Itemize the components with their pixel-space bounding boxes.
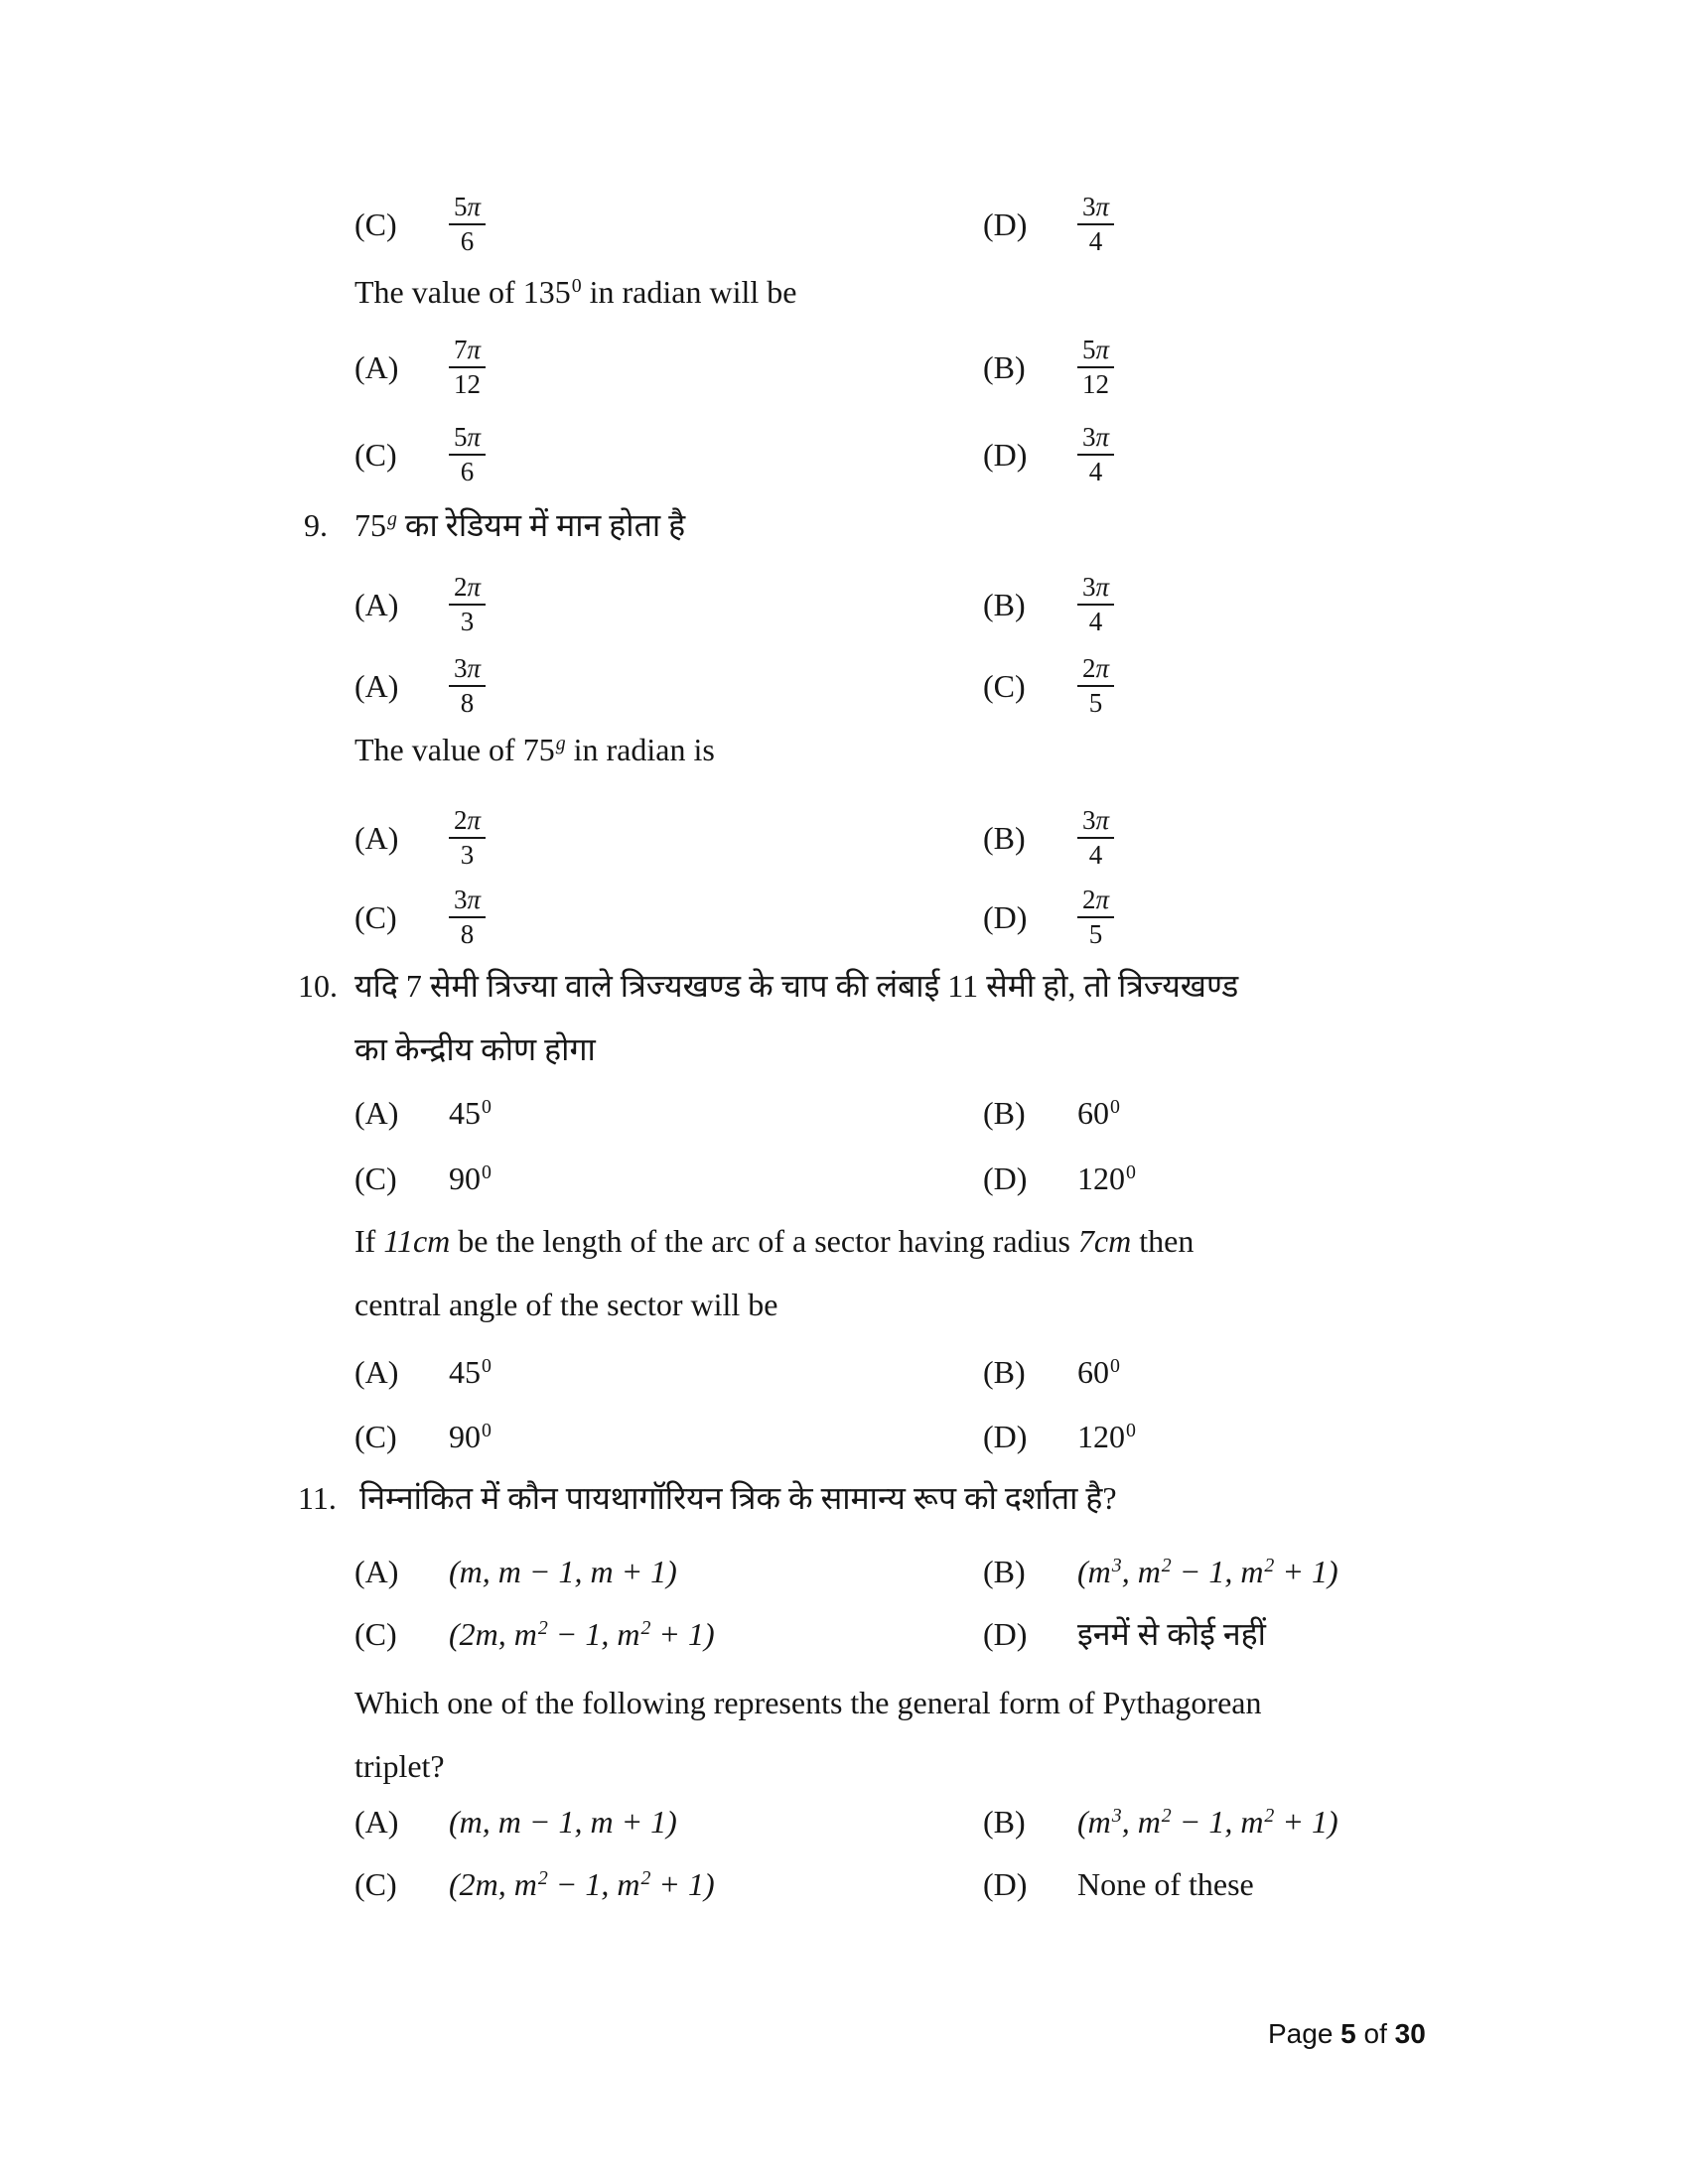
option-cell bbox=[983, 1553, 1338, 1590]
fraction bbox=[449, 885, 486, 950]
question-text-english: triplet? bbox=[354, 1748, 445, 1784]
option-label: (B) bbox=[983, 587, 1026, 622]
footer-of-text: of bbox=[1355, 2018, 1395, 2049]
fraction bbox=[1077, 422, 1114, 487]
option-cell bbox=[983, 1353, 1120, 1391]
option-value: (2m, $m^2 - 1$, $m^2 + 1$) bbox=[449, 1866, 715, 1902]
fraction-denominator: 12 bbox=[454, 369, 482, 399]
fraction-denominator: 3 bbox=[460, 607, 475, 636]
option-cell bbox=[354, 1553, 677, 1590]
option-cell bbox=[983, 1094, 1120, 1132]
fraction-denominator: 8 bbox=[460, 688, 475, 718]
option-value: $120^0$ bbox=[1077, 1419, 1136, 1454]
option-value: $45^0$ bbox=[449, 1095, 492, 1131]
fraction-numerator: 2π bbox=[1077, 653, 1114, 687]
question-text-english: central angle of the sector will be bbox=[354, 1287, 778, 1322]
fraction-denominator: 6 bbox=[460, 457, 475, 486]
fraction bbox=[449, 335, 486, 400]
fraction bbox=[1077, 805, 1114, 871]
option-label: (B) bbox=[983, 1354, 1026, 1390]
option-value: $60^0$ bbox=[1077, 1095, 1120, 1131]
fraction-denominator: 12 bbox=[1082, 369, 1110, 399]
option-cell bbox=[983, 653, 1114, 719]
option-cell bbox=[983, 1418, 1136, 1455]
fraction-denominator: 4 bbox=[1088, 457, 1103, 486]
option-label: (C) bbox=[983, 668, 1026, 704]
option-label: (D) bbox=[983, 1866, 1028, 1902]
option-label: (D) bbox=[983, 1419, 1028, 1454]
option-value: $60^0$ bbox=[1077, 1354, 1120, 1390]
question-text-hindi: का केन्द्रीय कोण होगा bbox=[354, 1031, 596, 1067]
option-cell bbox=[354, 1803, 677, 1841]
option-label: (C) bbox=[354, 899, 397, 935]
option-cell bbox=[983, 335, 1114, 400]
option-cell bbox=[354, 1160, 492, 1197]
fraction bbox=[1077, 653, 1114, 719]
option-value: $45^0$ bbox=[449, 1354, 492, 1390]
option-cell bbox=[983, 885, 1114, 950]
fraction-numerator: 2π bbox=[449, 805, 486, 839]
option-cell bbox=[983, 1865, 1254, 1903]
fraction-numerator: 7π bbox=[449, 335, 486, 368]
option-label: (B) bbox=[983, 1095, 1026, 1131]
option-cell bbox=[354, 1353, 492, 1391]
option-label: (A) bbox=[354, 1804, 399, 1840]
option-cell bbox=[354, 192, 486, 257]
fraction-denominator: 4 bbox=[1088, 840, 1103, 870]
option-label: (A) bbox=[354, 1354, 399, 1390]
option-cell bbox=[983, 422, 1114, 487]
fraction bbox=[1077, 572, 1114, 637]
option-label: (C) bbox=[354, 1616, 397, 1652]
option-cell bbox=[354, 422, 486, 487]
question-text-english: The value of $135^0$ in radian will be bbox=[354, 274, 797, 310]
fraction bbox=[449, 805, 486, 871]
option-label: (D) bbox=[983, 1616, 1028, 1652]
option-label: (B) bbox=[983, 820, 1026, 856]
fraction bbox=[1077, 885, 1114, 950]
fraction bbox=[449, 422, 486, 487]
option-value: (m, m − 1, m + 1) bbox=[449, 1554, 677, 1589]
option-cell bbox=[354, 885, 486, 950]
option-label: (D) bbox=[983, 437, 1028, 473]
option-label: (A) bbox=[354, 1095, 399, 1131]
question-text-english: Which one of the following represents the general form of Pythagorean bbox=[354, 1685, 1262, 1720]
fraction bbox=[449, 572, 486, 637]
option-cell bbox=[983, 805, 1114, 871]
option-cell bbox=[983, 192, 1114, 257]
option-label: (D) bbox=[983, 206, 1028, 242]
option-cell bbox=[354, 572, 486, 637]
option-cell bbox=[354, 1094, 492, 1132]
fraction-numerator: 3π bbox=[449, 885, 486, 918]
option-value: $120^0$ bbox=[1077, 1160, 1136, 1196]
fraction-numerator: 3π bbox=[1077, 572, 1114, 606]
page-footer bbox=[1268, 2017, 1426, 2051]
fraction-numerator: 5π bbox=[449, 422, 486, 456]
option-label: (A) bbox=[354, 587, 399, 622]
option-label: (B) bbox=[983, 349, 1026, 385]
option-label: (C) bbox=[354, 437, 397, 473]
fraction-numerator: 3π bbox=[1077, 422, 1114, 456]
fraction bbox=[449, 192, 486, 257]
fraction-numerator: 3π bbox=[1077, 192, 1114, 225]
question-text-english: If 11cm be the length of the arc of a sector having radius 7cm then bbox=[354, 1223, 1195, 1259]
fraction-numerator: 5π bbox=[449, 192, 486, 225]
option-label: (C) bbox=[354, 1419, 397, 1454]
option-value: ($m^3$, $m^2 - 1$, $m^2 + 1$) bbox=[1077, 1554, 1338, 1589]
footer-page-number: 5 bbox=[1340, 2018, 1356, 2049]
fraction-denominator: 5 bbox=[1088, 919, 1103, 949]
option-cell bbox=[983, 1160, 1136, 1197]
option-cell bbox=[983, 572, 1114, 637]
option-label: (C) bbox=[354, 1160, 397, 1196]
option-value: (m, m − 1, m + 1) bbox=[449, 1804, 677, 1840]
option-cell bbox=[983, 1615, 1266, 1653]
footer-total-pages: 30 bbox=[1394, 2018, 1426, 2049]
option-value: इनमें से कोई नहीं bbox=[1077, 1616, 1266, 1652]
fraction-denominator: 8 bbox=[460, 919, 475, 949]
option-cell bbox=[354, 805, 486, 871]
option-label: (D) bbox=[983, 1160, 1028, 1196]
fraction-denominator: 5 bbox=[1088, 688, 1103, 718]
option-label: (B) bbox=[983, 1804, 1026, 1840]
option-cell bbox=[354, 1418, 492, 1455]
option-label: (C) bbox=[354, 1866, 397, 1902]
fraction bbox=[1077, 335, 1114, 400]
fraction-numerator: 2π bbox=[449, 572, 486, 606]
option-value: $90^0$ bbox=[449, 1160, 492, 1196]
question-number: 10. bbox=[298, 968, 338, 1004]
question-text-hindi: यदि 7 सेमी त्रिज्या वाले त्रिज्यखण्ड के चाप की लंबाई 11 सेमी हो, तो त्रिज्यखण्ड bbox=[354, 968, 1239, 1004]
fraction bbox=[449, 653, 486, 719]
fraction-denominator: 6 bbox=[460, 226, 475, 256]
option-cell bbox=[354, 653, 486, 719]
option-cell bbox=[354, 1615, 715, 1653]
option-label: (A) bbox=[354, 668, 399, 704]
option-label: (A) bbox=[354, 1554, 399, 1589]
fraction-denominator: 4 bbox=[1088, 607, 1103, 636]
question-text-english: The value of 75$^g$ in radian is bbox=[354, 732, 715, 767]
footer-prefix: Page bbox=[1268, 2018, 1341, 2049]
option-value: ($m^3$, $m^2 - 1$, $m^2 + 1$) bbox=[1077, 1804, 1338, 1840]
fraction-denominator: 4 bbox=[1088, 226, 1103, 256]
fraction-numerator: 3π bbox=[1077, 805, 1114, 839]
option-cell bbox=[354, 335, 486, 400]
option-label: (C) bbox=[354, 206, 397, 242]
fraction-numerator: 2π bbox=[1077, 885, 1114, 918]
fraction-numerator: 3π bbox=[449, 653, 486, 687]
fraction-denominator: 3 bbox=[460, 840, 475, 870]
question-text-hindi: 75$^g$ का रेडियम में मान होता है bbox=[354, 507, 686, 543]
question-number: 11. bbox=[298, 1480, 337, 1516]
option-value: (2m, $m^2 - 1$, $m^2 + 1$) bbox=[449, 1616, 715, 1652]
question-number: 9. bbox=[304, 507, 328, 543]
fraction bbox=[1077, 192, 1114, 257]
option-label: (A) bbox=[354, 820, 399, 856]
option-value: None of these bbox=[1077, 1866, 1254, 1902]
question-text-hindi: निम्नांकित में कौन पायथागॉरियन त्रिक के सामान्य रूप को दर्शाता है? bbox=[359, 1480, 1117, 1516]
option-label: (D) bbox=[983, 899, 1028, 935]
option-value: $90^0$ bbox=[449, 1419, 492, 1454]
option-label: (A) bbox=[354, 349, 399, 385]
option-cell bbox=[983, 1803, 1338, 1841]
option-label: (B) bbox=[983, 1554, 1026, 1589]
fraction-numerator: 5π bbox=[1077, 335, 1114, 368]
option-cell bbox=[354, 1865, 715, 1903]
